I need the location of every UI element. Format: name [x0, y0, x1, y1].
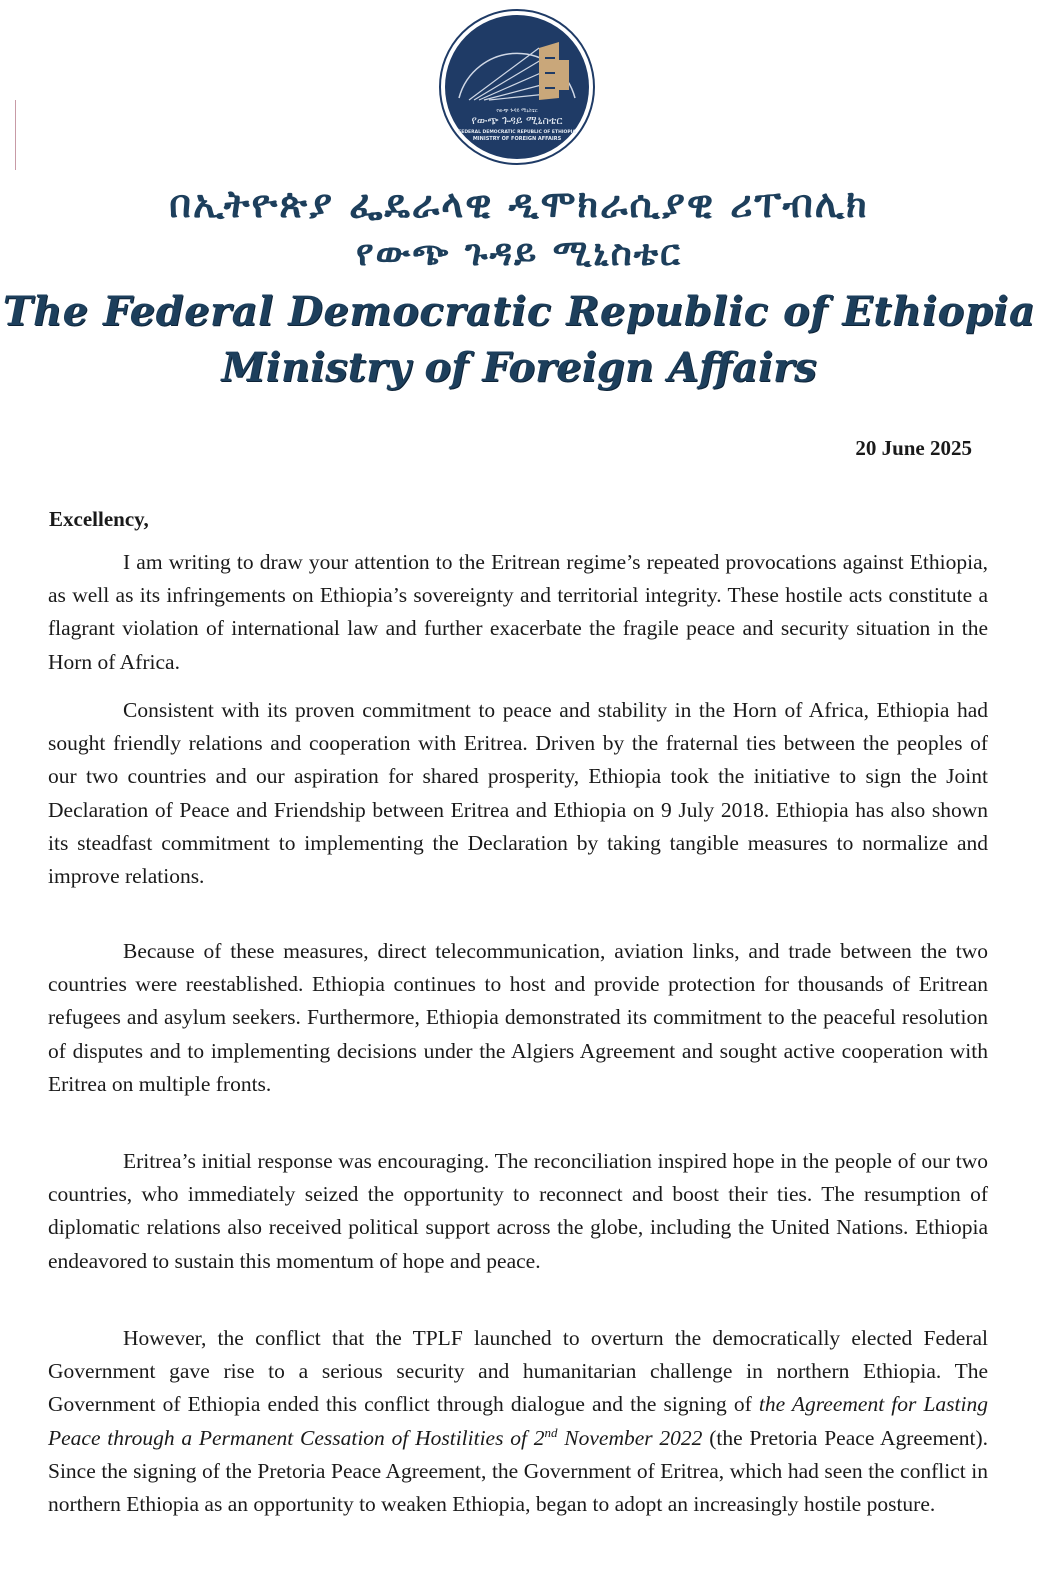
letter-paragraph-1	[48, 546, 988, 679]
letterhead-amharic-ministry: የውጭ ጉዳይ ሚኒስቴር	[356, 233, 682, 274]
ministry-seal-logo	[429, 8, 605, 166]
paragraph-text: Because of these measures, direct telecommunication, aviation links, and trade between the two countries were reestablished. Ethiopia continues to host and provide protection for thousands of Eritrean refugees and asylum seekers. Furthermore, Ethiopia demonstrated its commitment to the peaceful resolution of disputes and to implementing decisions under the Algiers Agreement and sought active cooperation with Eritrea on multiple fronts.	[48, 939, 988, 1096]
scan-margin-mark	[15, 100, 16, 170]
paragraph-text: I am writing to draw your attention to the Eritrean regime’s repeated provocations against Ethiopia, as well as its infringements on Ethiopia’s sovereignty and territorial integrity. These hostile acts constitute a flagrant violation of international law and further exacerbate the fragile peace and security situation in the Horn of Africa.	[48, 550, 988, 674]
paragraph-text-before: However, the conflict that the TPLF launched to overturn the democratically elected Federal Government gave rise to a serious security and humanitarian challenge in northern Ethiopia. The Government of Ethiopia ended this conflict through dialogue and the signing of	[48, 1326, 988, 1417]
paragraph-text-after: (the Pretoria Peace Agreement). Since the signing of the Pretoria Peace Agreement, the Government of Eritrea, which had seen the conflict in northern Ethiopia as an opportunity to weaken Ethiopia, began to adopt an increasingly hostile posture.	[48, 1425, 988, 1517]
letter-date: 20 June 2025	[855, 436, 972, 460]
letter-paragraph-3	[48, 935, 988, 1101]
letterhead-english-ministry: Ministry of Foreign Affairs	[221, 344, 817, 391]
ordinal-superscript: nd	[544, 1424, 558, 1440]
agreement-title-part-2: November 2022	[557, 1425, 703, 1450]
paragraph-text: Consistent with its proven commitment to peace and stability in the Horn of Africa, Ethiopia had sought friendly relations and cooperation with Eritrea. Driven by the fraternal ties between the peoples of our two countries and our aspiration for shared prosperity, Ethiopia took the initiative to sign the Joint Declaration of Peace and Friendship between Eritrea and Ethiopia on 9 July 2018. Ethiopia has also shown its steadfast commitment to implementing the Declaration by taking tangible measures to normalize and improve relations.	[48, 698, 988, 889]
letter-paragraph-2	[48, 694, 988, 893]
paragraph-text: Eritrea’s initial response was encouraging. The reconciliation inspired hope in the people of our two countries, who immediately seized the opportunity to reconnect and boost their ties. The resumption of diplomatic relations also received political support across the globe, including the United Nations. Ethiopia endeavored to sustain this momentum of hope and peace.	[48, 1149, 988, 1273]
seal-english-line-2: MINISTRY OF FOREIGN AFFAIRS	[472, 136, 562, 142]
agreement-title-part-1: the Agreement for Lasting Peace through a Permanent Cessation of Hostilities of 2	[48, 1392, 988, 1450]
seal-english-line-1: FEDERAL DEMOCRATIC REPUBLIC OF ETHIOPIA	[458, 130, 576, 135]
seal-amharic-name: የውጭ ጉዳይ ሚኒስቴር	[471, 114, 563, 127]
letter-salutation: Excellency,	[49, 507, 149, 531]
seal-small-amharic: የውጭ ጉዳይ ሚኒስቴር	[496, 108, 538, 114]
letter-paragraph-5	[48, 1322, 988, 1521]
paragraph-text	[48, 1322, 988, 1521]
letterhead-amharic-title: በኢትዮጵያ ፌዴራላዊ ዲሞክራሲያዊ ሪፐብሊክ	[169, 182, 869, 226]
ministry-building-seal-icon	[429, 8, 605, 166]
letterhead-english-title: The Federal Democratic Republic of Ethiopia	[2, 288, 1036, 335]
letter-paragraph-4	[48, 1145, 988, 1278]
